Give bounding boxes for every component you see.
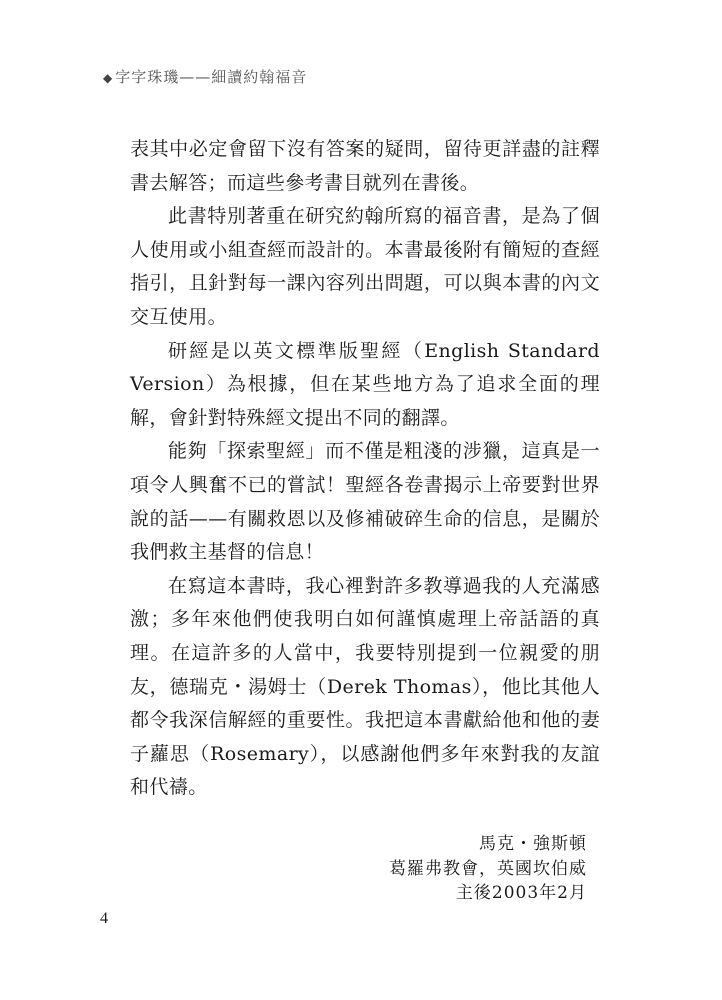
signature-date: 主後2003年2月 <box>455 883 587 903</box>
running-header <box>103 66 307 87</box>
book-title: 字字珠璣——細讀約翰福音 <box>115 68 308 86</box>
paragraph: 能夠「探索聖經」而不僅是粗淺的涉獵，這真是一項令人興奮不已的嘗試！聖經各卷書揭示上帝要對世界說的話——有關救恩以及修補破碎生命的信息，是關於我們救主基督的信息！ <box>130 440 600 564</box>
paragraph: 研經是以英文標準版聖經（English Standard Version）為根據，但在某些地方為了追求全面的理解，會針對特殊經文提出不同的翻譯。 <box>130 339 600 429</box>
page-number: 4 <box>100 910 108 927</box>
diamond-icon: ◆ <box>103 71 114 85</box>
author-church: 葛羅弗教會，英國坎伯威 <box>389 858 587 879</box>
paragraph: 此書特別著重在研究約翰所寫的福音書，是為了個人使用或小組查經而設計的。本書最後附有簡短的查經指引，且針對每一課內容列出問題，可以與本書的內文交互使用。 <box>130 205 600 328</box>
paragraph-continuation: 表其中必定會留下沒有答案的疑問，留待更詳盡的註釋書去解答；而這些參考書目就列在書後。 <box>130 138 600 194</box>
body-text <box>130 133 600 805</box>
author-name: 馬克・強斯頓 <box>479 834 587 854</box>
paragraph: 在寫這本書時，我心裡對許多教導過我的人充滿感激；多年來他們使我明白如何謹慎處理上帝話語的真理。在這許多的人當中，我要特別提到一位親愛的朋友，德瑞克・湯姆士（Derek Thomas），他比其他人都令我深信解經的重要性。我把這本書獻給他和他的妻子蘿思（Rosemary），以感謝他們多年來對我的友誼和代禱。 <box>130 574 600 799</box>
signature-block <box>389 832 587 906</box>
